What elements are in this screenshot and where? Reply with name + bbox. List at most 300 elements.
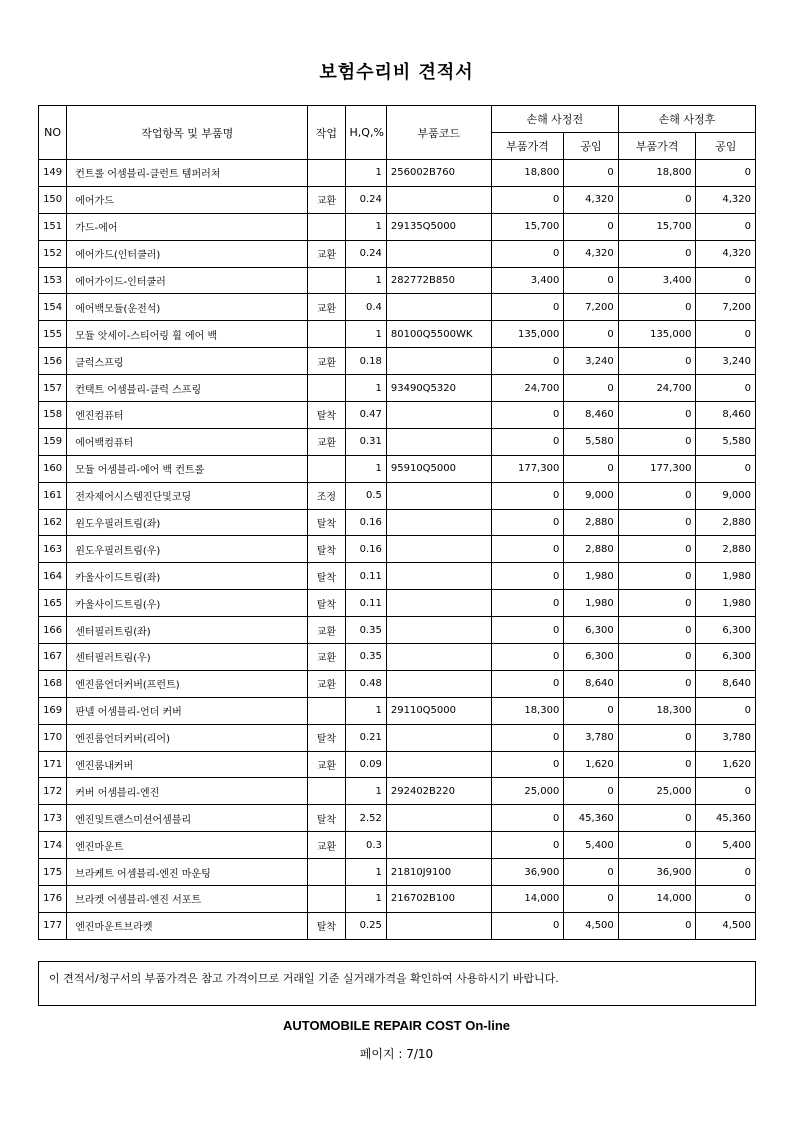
row-labor-before: 1,620 (564, 751, 618, 778)
row-no: 176 (39, 886, 67, 913)
row-work-type: 탈착 (308, 590, 345, 617)
row-labor-before: 4,320 (564, 240, 618, 267)
header-before-adjust: 손해 사정전 (491, 106, 618, 133)
row-labor-before: 6,300 (564, 644, 618, 671)
row-item-name: 윈도우필러트림(우) (67, 536, 308, 563)
row-labor-after: 0 (696, 267, 756, 294)
row-part-code: 29135Q5000 (386, 213, 491, 240)
header-price-before: 부품가격 (491, 133, 564, 160)
row-labor-before: 3,780 (564, 724, 618, 751)
row-part-code (386, 509, 491, 536)
row-labor-after: 0 (696, 778, 756, 805)
row-work-type (308, 859, 345, 886)
row-price-before: 36,900 (491, 859, 564, 886)
row-part-code (386, 348, 491, 375)
table-row (39, 778, 756, 805)
row-price-after: 0 (618, 186, 696, 213)
row-labor-before: 0 (564, 267, 618, 294)
row-price-before: 15,700 (491, 213, 564, 240)
row-price-before: 14,000 (491, 886, 564, 913)
row-price-before: 0 (491, 509, 564, 536)
row-no: 157 (39, 375, 67, 402)
row-no: 173 (39, 805, 67, 832)
row-part-code (386, 724, 491, 751)
row-labor-after: 5,400 (696, 832, 756, 859)
header-labor-before: 공임 (564, 133, 618, 160)
row-labor-before: 0 (564, 375, 618, 402)
row-hq: 0.48 (345, 670, 386, 697)
row-price-before: 0 (491, 294, 564, 321)
row-work-type (308, 778, 345, 805)
row-work-type: 교환 (308, 428, 345, 455)
row-price-after: 0 (618, 240, 696, 267)
row-hq: 0.11 (345, 563, 386, 590)
row-part-code (386, 482, 491, 509)
row-hq: 0.5 (345, 482, 386, 509)
table-row (39, 428, 756, 455)
row-price-before: 0 (491, 670, 564, 697)
row-work-type: 교환 (308, 240, 345, 267)
row-hq: 0.11 (345, 590, 386, 617)
row-labor-after: 2,880 (696, 509, 756, 536)
row-price-before: 0 (491, 402, 564, 429)
row-no: 160 (39, 455, 67, 482)
row-labor-after: 3,240 (696, 348, 756, 375)
row-work-type (308, 455, 345, 482)
table-row (39, 912, 756, 939)
row-item-name: 에어백모듈(운전석) (67, 294, 308, 321)
row-item-name: 컨트롤 어셈블리-클런트 템퍼러쳐 (67, 160, 308, 187)
row-no: 151 (39, 213, 67, 240)
row-labor-after: 0 (696, 160, 756, 187)
row-price-before: 177,300 (491, 455, 564, 482)
row-hq: 2.52 (345, 805, 386, 832)
row-work-type (308, 160, 345, 187)
row-part-code (386, 186, 491, 213)
row-part-code (386, 832, 491, 859)
table-row (39, 321, 756, 348)
table-row (39, 240, 756, 267)
row-part-code (386, 240, 491, 267)
table-row (39, 724, 756, 751)
row-part-code: 216702B100 (386, 886, 491, 913)
row-hq: 0.35 (345, 644, 386, 671)
row-part-code (386, 590, 491, 617)
row-part-code (386, 644, 491, 671)
row-no: 169 (39, 697, 67, 724)
row-labor-before: 0 (564, 697, 618, 724)
table-row (39, 644, 756, 671)
row-price-before: 25,000 (491, 778, 564, 805)
row-labor-after: 0 (696, 375, 756, 402)
row-hq: 0.24 (345, 240, 386, 267)
row-part-code: 93490Q5320 (386, 375, 491, 402)
row-price-before: 0 (491, 751, 564, 778)
row-hq: 0.16 (345, 509, 386, 536)
row-price-after: 0 (618, 428, 696, 455)
row-price-after: 3,400 (618, 267, 696, 294)
row-labor-after: 0 (696, 321, 756, 348)
row-item-name: 브라케트 어셈블리-엔진 마운팅 (67, 859, 308, 886)
row-labor-before: 5,400 (564, 832, 618, 859)
row-price-after: 24,700 (618, 375, 696, 402)
row-price-after: 0 (618, 294, 696, 321)
row-no: 159 (39, 428, 67, 455)
row-no: 177 (39, 912, 67, 939)
row-labor-after: 1,620 (696, 751, 756, 778)
table-row (39, 536, 756, 563)
row-price-after: 0 (618, 482, 696, 509)
row-labor-before: 0 (564, 213, 618, 240)
row-price-after: 25,000 (618, 778, 696, 805)
row-labor-after: 3,780 (696, 724, 756, 751)
row-item-name: 에어가드 (67, 186, 308, 213)
row-no: 174 (39, 832, 67, 859)
table-row (39, 832, 756, 859)
row-part-code (386, 563, 491, 590)
table-row (39, 590, 756, 617)
row-price-before: 0 (491, 428, 564, 455)
row-work-type: 교환 (308, 348, 345, 375)
row-work-type (308, 697, 345, 724)
row-price-after: 0 (618, 509, 696, 536)
row-hq: 1 (345, 213, 386, 240)
row-labor-before: 0 (564, 859, 618, 886)
row-hq: 0.4 (345, 294, 386, 321)
row-part-code: 21810J9100 (386, 859, 491, 886)
table-row (39, 348, 756, 375)
row-labor-after: 2,880 (696, 536, 756, 563)
row-hq: 0.25 (345, 912, 386, 939)
row-part-code (386, 402, 491, 429)
header-work: 작업 (308, 106, 345, 160)
row-labor-after: 9,000 (696, 482, 756, 509)
header-no: NO (39, 106, 67, 160)
row-hq: 0.31 (345, 428, 386, 455)
row-labor-before: 7,200 (564, 294, 618, 321)
header-code: 부품코드 (386, 106, 491, 160)
row-labor-before: 6,300 (564, 617, 618, 644)
notice-text: 이 견적서/청구서의 부품가격은 참고 가격이므로 거래일 기준 실거래가격을 확인하여 사용하시기 바랍니다. (49, 972, 559, 985)
row-no: 164 (39, 563, 67, 590)
row-item-name: 가드-에어 (67, 213, 308, 240)
row-price-before: 0 (491, 832, 564, 859)
row-work-type (308, 321, 345, 348)
row-labor-before: 2,880 (564, 509, 618, 536)
row-hq: 0.35 (345, 617, 386, 644)
row-part-code: 292402B220 (386, 778, 491, 805)
row-item-name: 전자제어시스템진단및코딩 (67, 482, 308, 509)
header-price-after: 부품가격 (618, 133, 696, 160)
row-no: 163 (39, 536, 67, 563)
row-price-after: 0 (618, 402, 696, 429)
row-part-code: 29110Q5000 (386, 697, 491, 724)
row-price-before: 0 (491, 186, 564, 213)
row-part-code: 282772B850 (386, 267, 491, 294)
row-price-after: 18,800 (618, 160, 696, 187)
row-price-after: 0 (618, 536, 696, 563)
row-labor-before: 9,000 (564, 482, 618, 509)
row-item-name: 엔진룸언더커버(리어) (67, 724, 308, 751)
notice-box (38, 961, 756, 1006)
row-no: 161 (39, 482, 67, 509)
row-price-after: 15,700 (618, 213, 696, 240)
row-price-after: 0 (618, 563, 696, 590)
row-price-before: 18,300 (491, 697, 564, 724)
row-item-name: 에어가드(인터쿨러) (67, 240, 308, 267)
table-row (39, 482, 756, 509)
row-labor-after: 1,980 (696, 590, 756, 617)
row-labor-before: 0 (564, 886, 618, 913)
row-part-code (386, 805, 491, 832)
row-labor-after: 6,300 (696, 644, 756, 671)
row-price-before: 0 (491, 724, 564, 751)
row-price-after: 18,300 (618, 697, 696, 724)
row-price-after: 135,000 (618, 321, 696, 348)
table-row (39, 402, 756, 429)
row-part-code (386, 912, 491, 939)
row-price-after: 0 (618, 617, 696, 644)
row-price-before: 0 (491, 617, 564, 644)
row-hq: 0.18 (345, 348, 386, 375)
row-hq: 1 (345, 859, 386, 886)
row-no: 156 (39, 348, 67, 375)
row-price-before: 0 (491, 644, 564, 671)
table-row (39, 670, 756, 697)
row-labor-before: 45,360 (564, 805, 618, 832)
row-labor-before: 5,580 (564, 428, 618, 455)
row-no: 162 (39, 509, 67, 536)
row-price-before: 135,000 (491, 321, 564, 348)
row-labor-before: 8,460 (564, 402, 618, 429)
row-hq: 0.09 (345, 751, 386, 778)
table-row (39, 294, 756, 321)
row-labor-before: 8,640 (564, 670, 618, 697)
row-item-name: 엔진룸언더커버(프런트) (67, 670, 308, 697)
table-row (39, 751, 756, 778)
row-hq: 1 (345, 267, 386, 294)
table-row (39, 509, 756, 536)
row-no: 165 (39, 590, 67, 617)
row-work-type: 조정 (308, 482, 345, 509)
row-no: 149 (39, 160, 67, 187)
table-row (39, 186, 756, 213)
row-hq: 1 (345, 778, 386, 805)
footer-brand: AUTOMOBILE REPAIR COST On-line (282, 1018, 511, 1033)
row-labor-after: 7,200 (696, 294, 756, 321)
header-item: 작업항목 및 부품명 (67, 106, 308, 160)
header-hq: H,Q,% (345, 106, 386, 160)
row-price-before: 3,400 (491, 267, 564, 294)
row-price-after: 0 (618, 644, 696, 671)
row-price-before: 0 (491, 240, 564, 267)
page-number: 페이지 : 7/10 (359, 1047, 434, 1061)
row-no: 172 (39, 778, 67, 805)
table-row (39, 160, 756, 187)
row-part-code (386, 536, 491, 563)
row-price-before: 0 (491, 348, 564, 375)
row-no: 150 (39, 186, 67, 213)
row-item-name: 컨택트 어셈블리-클럭 스프링 (67, 375, 308, 402)
row-price-after: 0 (618, 805, 696, 832)
row-part-code (386, 670, 491, 697)
row-work-type (308, 886, 345, 913)
row-item-name: 에어백컴퓨터 (67, 428, 308, 455)
row-no: 168 (39, 670, 67, 697)
row-labor-after: 0 (696, 697, 756, 724)
page-title: 보험수리비 견적서 (319, 62, 474, 83)
row-work-type: 탈착 (308, 536, 345, 563)
row-labor-after: 8,640 (696, 670, 756, 697)
row-item-name: 커버 어셈블리-엔진 (67, 778, 308, 805)
row-item-name: 센터필러트림(좌) (67, 617, 308, 644)
row-item-name: 브라켓 어셈블리-엔진 서포트 (67, 886, 308, 913)
row-labor-after: 4,500 (696, 912, 756, 939)
table-row (39, 375, 756, 402)
row-item-name: 판넬 어셈블리-언더 커버 (67, 697, 308, 724)
row-price-before: 0 (491, 536, 564, 563)
row-no: 155 (39, 321, 67, 348)
row-labor-after: 5,580 (696, 428, 756, 455)
row-hq: 1 (345, 697, 386, 724)
row-item-name: 엔진및트랜스미션어셈블리 (67, 805, 308, 832)
row-hq: 0.47 (345, 402, 386, 429)
row-labor-after: 0 (696, 213, 756, 240)
row-labor-after: 4,320 (696, 240, 756, 267)
row-labor-before: 0 (564, 160, 618, 187)
row-price-after: 177,300 (618, 455, 696, 482)
table-row (39, 455, 756, 482)
table-header (39, 106, 756, 160)
row-part-code (386, 751, 491, 778)
row-price-after: 0 (618, 590, 696, 617)
row-item-name: 카울사이드트림(좌) (67, 563, 308, 590)
row-item-name: 엔진컴퓨터 (67, 402, 308, 429)
row-price-after: 0 (618, 912, 696, 939)
table-row (39, 213, 756, 240)
row-work-type: 교환 (308, 751, 345, 778)
row-price-before: 18,800 (491, 160, 564, 187)
row-no: 154 (39, 294, 67, 321)
row-price-before: 0 (491, 590, 564, 617)
row-work-type: 교환 (308, 832, 345, 859)
row-labor-before: 0 (564, 778, 618, 805)
row-price-after: 0 (618, 751, 696, 778)
row-labor-after: 8,460 (696, 402, 756, 429)
row-hq: 0.21 (345, 724, 386, 751)
row-item-name: 엔진마운트브라켓 (67, 912, 308, 939)
row-item-name: 카울사이드트림(우) (67, 590, 308, 617)
row-labor-before: 1,980 (564, 590, 618, 617)
row-hq: 0.3 (345, 832, 386, 859)
header-after-adjust: 손해 사정후 (618, 106, 755, 133)
row-work-type: 교환 (308, 617, 345, 644)
row-labor-before: 3,240 (564, 348, 618, 375)
row-part-code (386, 428, 491, 455)
table-row (39, 886, 756, 913)
row-price-before: 0 (491, 805, 564, 832)
table-row (39, 805, 756, 832)
row-labor-after: 0 (696, 455, 756, 482)
row-item-name: 에어가이드-인터쿨러 (67, 267, 308, 294)
row-no: 167 (39, 644, 67, 671)
row-hq: 0.24 (345, 186, 386, 213)
row-labor-before: 4,500 (564, 912, 618, 939)
row-price-after: 0 (618, 724, 696, 751)
row-price-after: 36,900 (618, 859, 696, 886)
row-hq: 1 (345, 375, 386, 402)
table-body (39, 160, 756, 940)
row-work-type (308, 375, 345, 402)
row-price-after: 0 (618, 832, 696, 859)
row-price-before: 0 (491, 482, 564, 509)
row-price-before: 0 (491, 912, 564, 939)
row-work-type: 탈착 (308, 509, 345, 536)
row-no: 170 (39, 724, 67, 751)
row-part-code: 256002B760 (386, 160, 491, 187)
table-row (39, 859, 756, 886)
row-item-name: 센터필러트림(우) (67, 644, 308, 671)
row-price-after: 0 (618, 670, 696, 697)
row-no: 152 (39, 240, 67, 267)
row-no: 153 (39, 267, 67, 294)
row-work-type: 교환 (308, 294, 345, 321)
row-part-code (386, 294, 491, 321)
row-work-type: 교환 (308, 186, 345, 213)
row-labor-after: 1,980 (696, 563, 756, 590)
header-labor-after: 공임 (696, 133, 756, 160)
table-row (39, 563, 756, 590)
row-labor-before: 2,880 (564, 536, 618, 563)
row-item-name: 모듈 어셈블리-에어 백 컨트롤 (67, 455, 308, 482)
row-price-after: 0 (618, 348, 696, 375)
row-work-type (308, 213, 345, 240)
table-row (39, 697, 756, 724)
row-hq: 1 (345, 160, 386, 187)
row-item-name: 모듈 앗세이-스티어링 휠 에어 백 (67, 321, 308, 348)
row-no: 158 (39, 402, 67, 429)
row-work-type: 탈착 (308, 724, 345, 751)
table-row (39, 617, 756, 644)
row-labor-before: 0 (564, 321, 618, 348)
row-part-code (386, 617, 491, 644)
row-hq: 0.16 (345, 536, 386, 563)
row-labor-before: 0 (564, 455, 618, 482)
row-item-name: 윈도우필러트림(좌) (67, 509, 308, 536)
row-work-type: 탈착 (308, 563, 345, 590)
row-part-code: 95910Q5000 (386, 455, 491, 482)
row-labor-after: 4,320 (696, 186, 756, 213)
row-work-type (308, 267, 345, 294)
row-work-type: 탈착 (308, 805, 345, 832)
row-work-type: 교환 (308, 670, 345, 697)
row-hq: 1 (345, 321, 386, 348)
row-work-type: 탈착 (308, 402, 345, 429)
row-labor-after: 6,300 (696, 617, 756, 644)
row-labor-after: 0 (696, 859, 756, 886)
row-hq: 1 (345, 886, 386, 913)
row-item-name: 클럭스프링 (67, 348, 308, 375)
row-labor-after: 0 (696, 886, 756, 913)
row-item-name: 엔진룸내커버 (67, 751, 308, 778)
row-labor-before: 4,320 (564, 186, 618, 213)
row-price-before: 24,700 (491, 375, 564, 402)
row-work-type: 탈착 (308, 912, 345, 939)
row-price-after: 14,000 (618, 886, 696, 913)
row-item-name: 엔진마운트 (67, 832, 308, 859)
row-labor-after: 45,360 (696, 805, 756, 832)
row-price-before: 0 (491, 563, 564, 590)
